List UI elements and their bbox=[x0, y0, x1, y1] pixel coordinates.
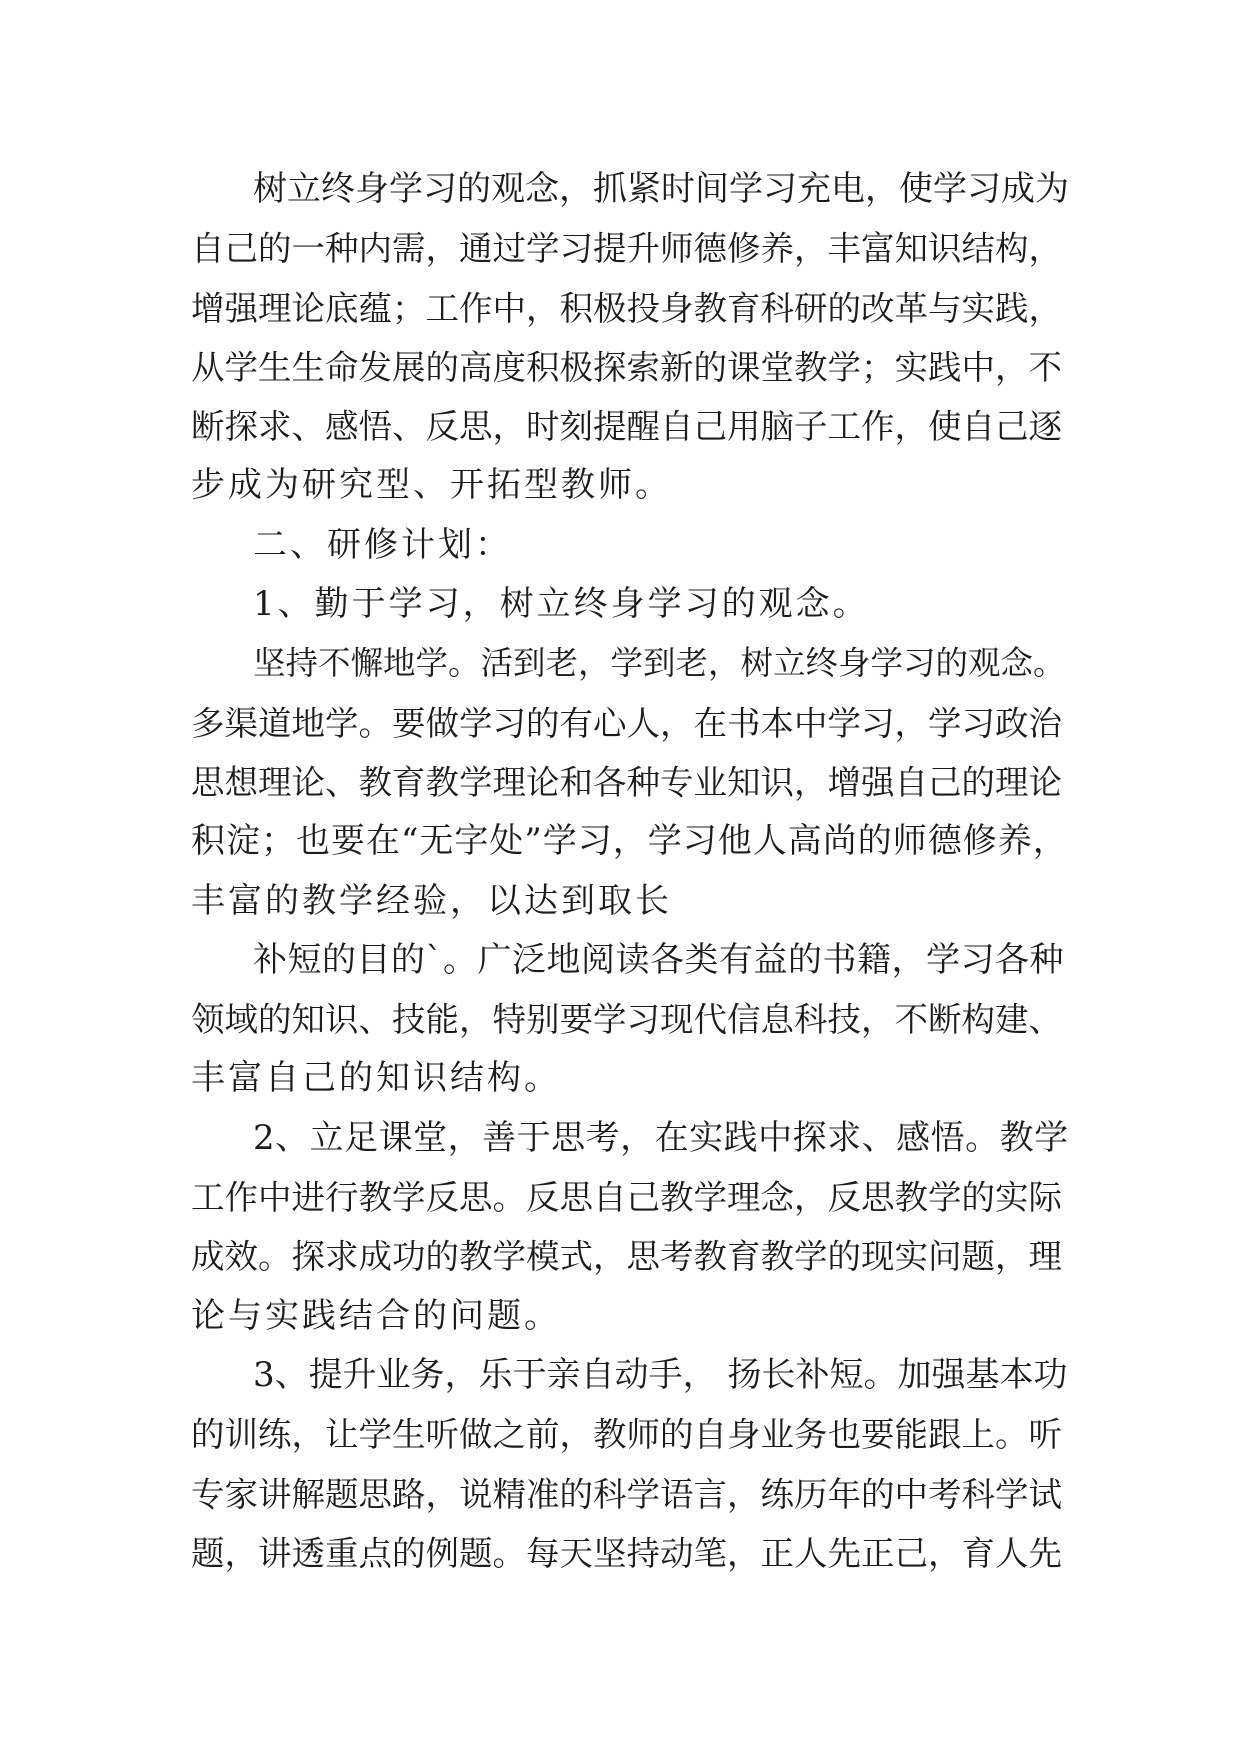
text-line: 专家讲解题思路，说精准的科学语言，练历年的中考科学试 bbox=[191, 1474, 1062, 1514]
text-line: 的训练，让学生听做之前，教师的自身业务也要能跟上。听 bbox=[191, 1415, 1062, 1455]
text-line: 丰富的教学经验，以达到取长 bbox=[191, 880, 672, 921]
text-line: 领域的知识、技能，特别要学习现代信息科技，不断构建、 bbox=[191, 1000, 1062, 1040]
text-line: 从学生生命发展的高度积极探索新的课堂教学；实践中，不 bbox=[191, 347, 1062, 387]
document-body bbox=[191, 160, 1071, 1583]
text-line: 2、立足课堂，善于思考，在实践中探求、感悟。教学 bbox=[253, 1117, 1069, 1158]
text-line: 步成为研究型、开拓型教师。 bbox=[191, 465, 672, 506]
text-line: 成效。探求成功的教学模式，思考教育教学的现实问题，理 bbox=[191, 1237, 1062, 1277]
text-line: 坚持不懈地学。活到老，学到老，树立终身学习的观念。 bbox=[253, 644, 1066, 683]
text-line: 工作中进行教学反思。反思自己教学理念，反思教学的实际 bbox=[191, 1178, 1062, 1218]
text-line: 多渠道地学。要做学习的有心人，在书本中学习，学习政治 bbox=[191, 703, 1062, 743]
text-line: 二、研修计划： bbox=[253, 524, 512, 565]
text-line: 论与实践结合的问题。 bbox=[191, 1295, 561, 1336]
text-line: 3、提升业务，乐于亲自动手， 扬长补短。加强基本功 bbox=[253, 1354, 1068, 1395]
text-line: 思想理论、教育教学理论和各种专业知识，增强自己的理论 bbox=[191, 762, 1062, 802]
text-line: 增强理论底蕴；工作中，积极投身教育科研的改革与实践， bbox=[191, 288, 1062, 328]
text-line: 自己的一种内需，通过学习提升师德修养，丰富知识结构， bbox=[191, 229, 1062, 269]
text-line: 积淀；也要在“无字处”学习，学习他人高尚的师德修养， bbox=[191, 821, 1068, 862]
text-line: 树立终身学习的观念，抓紧时间学习充电，使学习成为 bbox=[253, 169, 1069, 209]
text-line: 断探求、感悟、反思，时刻提醒自己用脑子工作，使自己逐 bbox=[191, 407, 1062, 447]
text-line: 补短的目的`。广泛地阅读各类有益的书籍，学习各种 bbox=[253, 939, 1064, 980]
text-line: 题，讲透重点的例题。每天坚持动笔，正人先正己，育人先 bbox=[191, 1533, 1062, 1573]
text-line: 丰富自己的知识结构。 bbox=[191, 1058, 561, 1099]
text-line: 1、勤于学习，树立终身学习的观念。 bbox=[253, 584, 870, 625]
